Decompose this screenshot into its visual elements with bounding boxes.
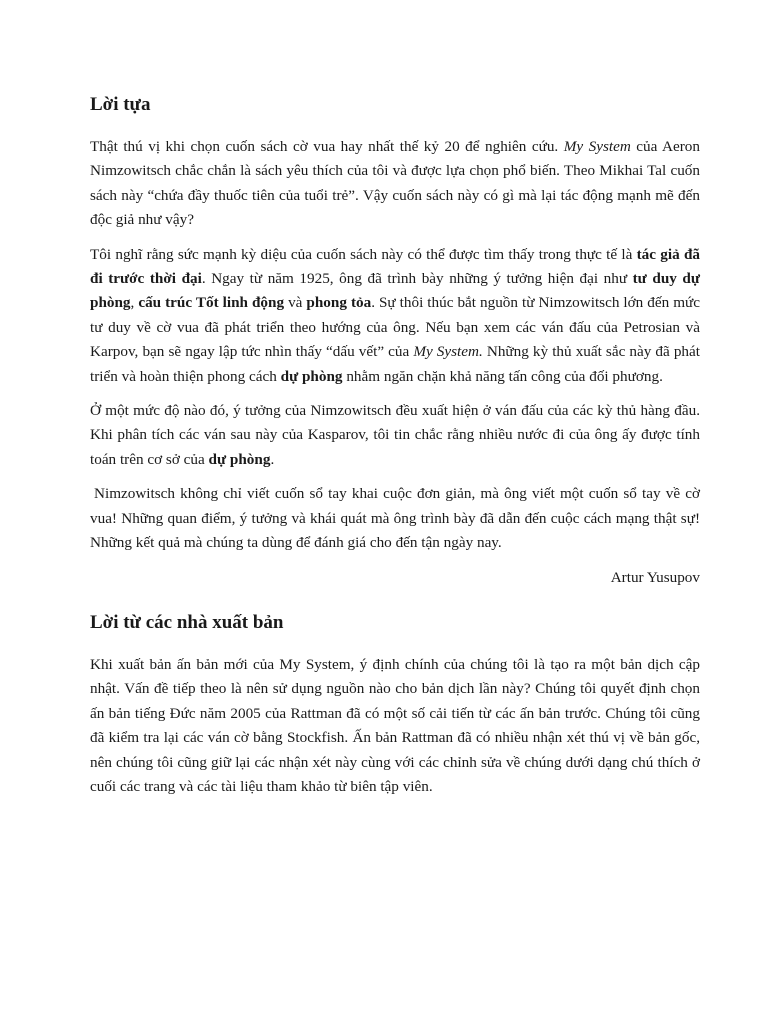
bold-phrase: phong tỏa: [306, 294, 372, 312]
bold-phrase: tác giả đã đi trước thời đại: [90, 245, 701, 288]
section-heading-preface: Lời tựa: [90, 94, 151, 115]
text-run: Tôi nghĩ rằng sức mạnh kỳ diệu của cuốn sách này có thể được tìm thấy trong thực tế là: [90, 245, 637, 263]
text-run: ,: [130, 294, 139, 312]
text-run: Những kỳ thủ xuất sắc này đã phát triển và hoàn thiện phong cách: [90, 343, 700, 385]
author-signature: Artur Yusupov: [610, 568, 700, 586]
section-heading-publishers: Lời từ các nhà xuất bản: [90, 611, 284, 633]
text-run: . Ngay từ năm 1925, ông đã trình bày những ý tưởng hiện đại như: [201, 270, 633, 288]
preface-paragraph-3: [90, 399, 700, 472]
bold-phrase: dự phòng: [208, 450, 271, 468]
page-content: [90, 92, 700, 809]
text-run: Thật thú vị khi chọn cuốn sách cờ vua hay nhất thế kỷ 20 để nghiên cứu.: [90, 138, 564, 155]
text-run: Ở một mức độ nào đó, ý tưởng của Nimzowitsch đều xuất hiện ở ván đấu của các kỳ thủ hàng đầu. Khi phân tích các ván sau này của Kasparov, tôi tin chắc rằng nhiều nước đi của ông ấy được tính toán trên cơ sở của: [90, 402, 700, 468]
text-run: nhằm ngăn chặn khả năng tấn công của đối phương.: [342, 367, 663, 385]
bold-phrase: dự phòng: [280, 367, 343, 385]
text-run: . Sự thôi thúc bắt nguồn từ Nimzowitsch lớn đến mức tư duy về cờ vua đã phát triển theo hướng của ông. Nếu bạn xem các ván đấu của Petrosian và Karpov, bạn sẽ ngay lập tức nhìn thấy “dấu vết” của: [90, 294, 701, 361]
book-title-italic: My System: [563, 138, 631, 155]
preface-paragraph-4: Nimzowitsch không chỉ viết cuốn sổ tay khai cuộc đơn giản, mà ông viết một cuốn sổ tay về cờ vua! Những quan điểm, ý tưởng và khái quát mà ông trình bày đã dẫn đến cuộc cách mạng thật sự! Những kết quả mà chúng ta dùng để đánh giá cho đến tận ngày nay.: [90, 485, 700, 552]
book-title-italic: My System.: [413, 343, 483, 361]
publishers-paragraph-1: Khi xuất bản ấn bản mới của My System, ý định chính của chúng tôi là tạo ra một bản dịch cập nhật. Vấn đề tiếp theo là nên sử dụng nguồn nào cho bản dịch lần này? Chúng tôi quyết định chọn ấn bản tiếng Đức năm 2005 của Rattman đã có một số cải tiến từ các ấn bản trước. Chúng tôi cũng đã kiểm tra lại các ván cờ bằng Stockfish. Ấn bản Rattman đã có nhiều nhận xét thú vị về bản gốc, nên chúng tôi cũng giữ lại các nhận xét này cùng với các chỉnh sửa về chúng dưới dạng chú thích ở cuối các trang và các tài liệu tham khảo từ biên tập viên.: [90, 655, 700, 795]
text-run: và: [284, 294, 307, 312]
bold-phrase: cấu trúc Tốt linh động: [138, 294, 285, 312]
preface-paragraph-2: [90, 243, 700, 389]
text-run: của Aeron Nimzowitsch chắc chắn là sách yêu thích của tôi và được lựa chọn phổ biến. Theo Mikhai Tal cuốn sách này “chứa đầy thuốc tiên của tuổi trẻ”. Vậy cuốn sách này có gì mà lại tác động mạnh mẽ đến độc giả như vậy?: [90, 138, 700, 229]
preface-paragraph-1: [90, 135, 700, 233]
bold-phrase: tư duy dự phòng: [90, 270, 700, 312]
text-run: .: [270, 450, 275, 468]
